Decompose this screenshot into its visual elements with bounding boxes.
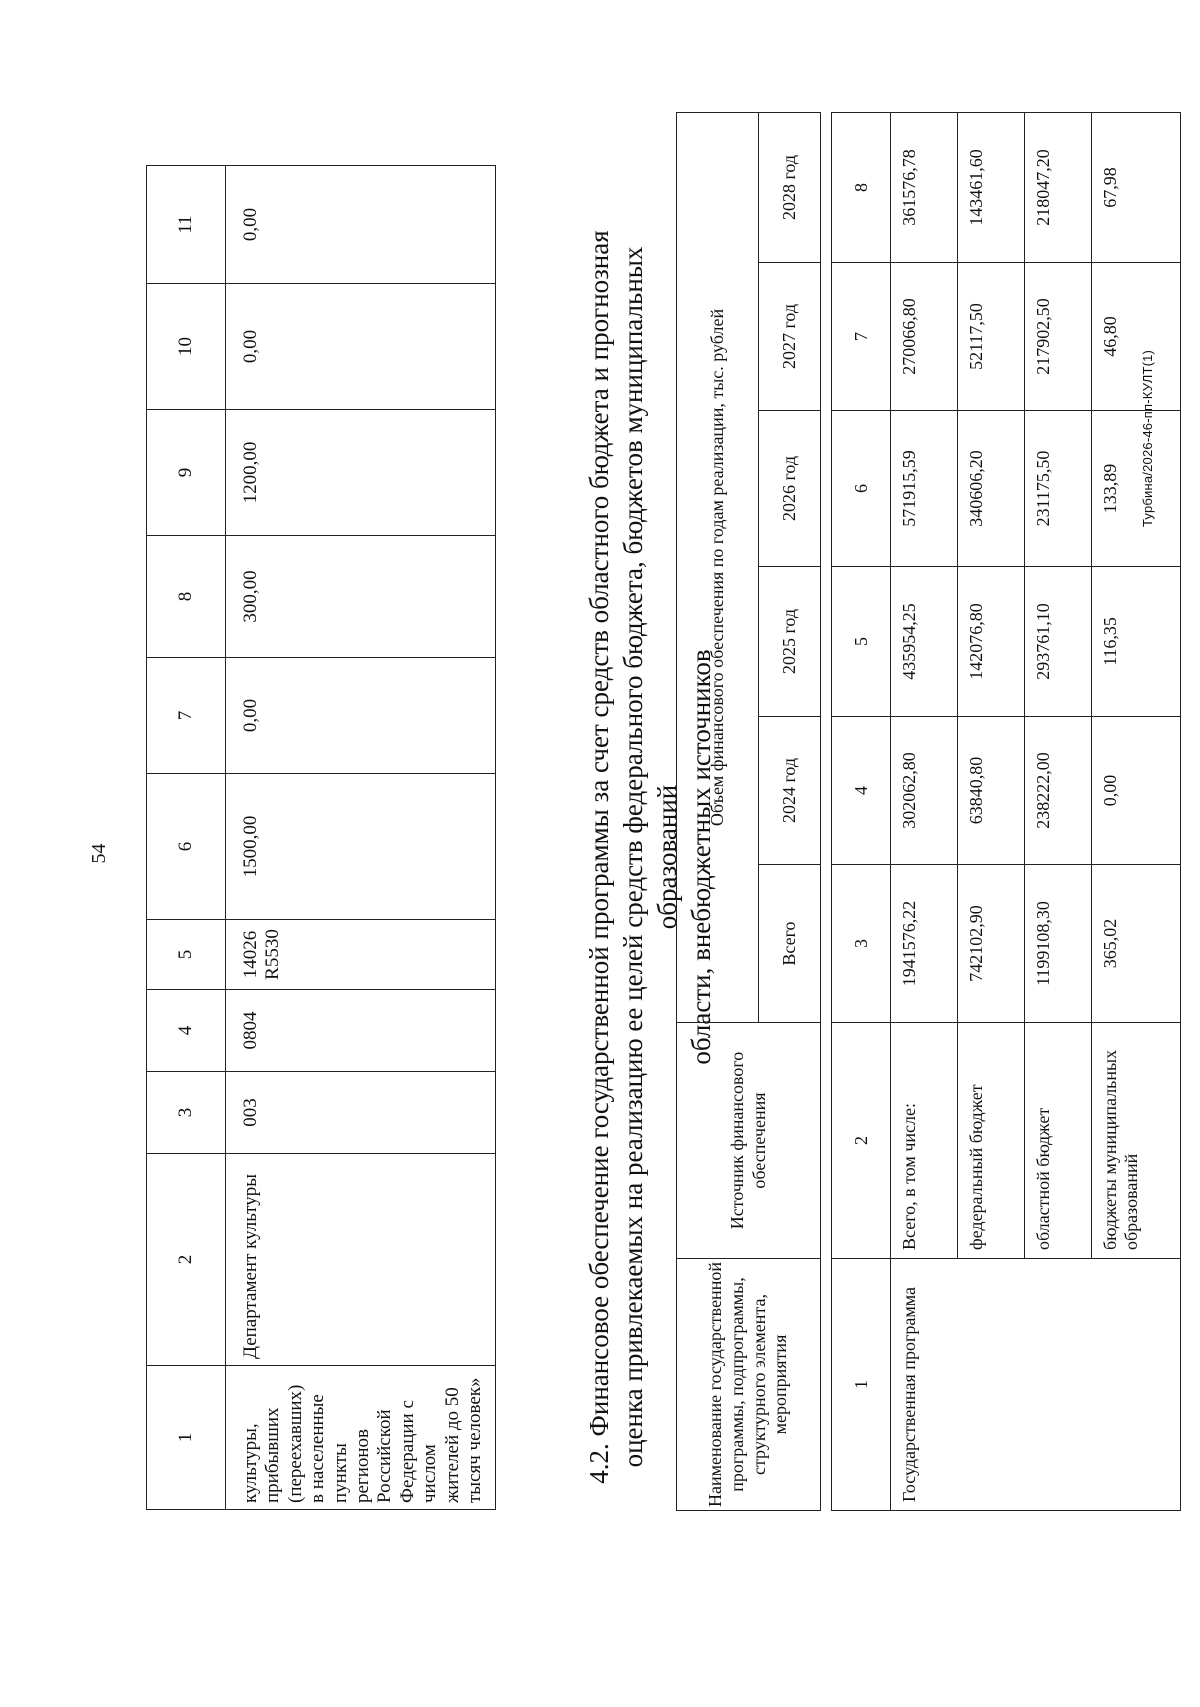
value-cell: 0,00: [226, 658, 496, 774]
value-cell: 365,02: [1092, 865, 1181, 1023]
header-year: 2026 год: [759, 411, 821, 567]
value-cell: 63840,80: [958, 717, 1025, 865]
event-description-cell: культуры, прибывших (переехавших) в населенные пункты регионов Российской Федерации с числом жителей до 50 тысяч человек»: [226, 1366, 496, 1510]
value-cell: 302062,80: [891, 717, 958, 865]
value-cell: 293761,10: [1025, 567, 1092, 717]
value-cell: 0,00: [226, 166, 496, 284]
col-number: 7: [147, 658, 226, 774]
page-number: 54: [88, 843, 110, 864]
document-footer: Турбина/2026-46-пп-КУЛТ(1): [1140, 349, 1155, 527]
source-cell: областной бюджет: [1025, 1023, 1092, 1259]
value-cell: 742102,90: [958, 865, 1025, 1023]
col-number: 2: [832, 1023, 891, 1259]
header-year: Всего: [759, 865, 821, 1023]
col-number: 7: [832, 263, 891, 411]
value-cell: 133,89: [1092, 411, 1181, 567]
col-number: 8: [147, 536, 226, 658]
code-cell: 003: [226, 1072, 496, 1154]
header-year: 2028 год: [759, 112, 821, 262]
value-cell: 116,35: [1092, 567, 1181, 717]
col-number: 9: [147, 410, 226, 536]
col-number: 4: [832, 717, 891, 865]
col-number: 4: [147, 990, 226, 1072]
table-row: [891, 112, 958, 1510]
source-cell: Всего, в том числе:: [891, 1023, 958, 1259]
source-cell: федеральный бюджет: [958, 1023, 1025, 1259]
section-title-line: оценка привлекаемых на реализацию ее целей средств федерального бюджета, бюджетов муниципальных образований: [618, 246, 682, 1468]
value-cell: 340606,20: [958, 411, 1025, 567]
col-number: 6: [147, 774, 226, 920]
col-number: 6: [832, 411, 891, 567]
col-number: 5: [832, 567, 891, 717]
continuation-table: [146, 165, 496, 1510]
code-cell: 0804: [226, 990, 496, 1072]
code-cell: 14026R5530: [226, 920, 496, 990]
value-cell: 300,00: [226, 536, 496, 658]
value-cell: 1199108,30: [1025, 865, 1092, 1023]
col-number: 8: [832, 112, 891, 262]
header-year: 2024 год: [759, 717, 821, 865]
value-cell: 361576,78: [891, 112, 958, 262]
value-cell: 571915,59: [891, 411, 958, 567]
value-cell: 52117,50: [958, 263, 1025, 411]
financing-table: [676, 112, 1181, 1511]
col-number: 5: [147, 920, 226, 990]
header-source: Источник финансового обеспечения: [677, 1023, 821, 1259]
col-number: 3: [147, 1072, 226, 1154]
col-number: 11: [147, 166, 226, 284]
header-year: 2027 год: [759, 263, 821, 411]
value-cell: 435954,25: [891, 567, 958, 717]
value-cell: 67,98: [1092, 112, 1181, 262]
header-name: Наименование государственной программы, подпрограммы, структурного элемента, мероприятия: [677, 1259, 821, 1511]
value-cell: 142076,80: [958, 567, 1025, 717]
value-cell: 0,00: [226, 284, 496, 410]
table-header-row: [677, 112, 759, 1510]
value-cell: 217902,50: [1025, 263, 1092, 411]
value-cell: 1500,00: [226, 774, 496, 920]
value-cell: 1200,00: [226, 410, 496, 536]
table-gap-row: [821, 112, 832, 1510]
col-number: 10: [147, 284, 226, 410]
col-number: 3: [832, 865, 891, 1023]
value-cell: 143461,60: [958, 112, 1025, 262]
value-cell: 270066,80: [891, 263, 958, 411]
col-number: 1: [832, 1259, 891, 1511]
value-cell: 0,00: [1092, 717, 1181, 865]
table-row: [226, 166, 496, 1510]
value-cell: 1941576,22: [891, 865, 958, 1023]
value-cell: 46,80: [1092, 263, 1181, 411]
section-title-line: 4.2. Финансовое обеспечение государственной программы за счет средств областного бюджета и прогнозная: [584, 230, 614, 1484]
program-name-cell: Государственная программа: [891, 1259, 1181, 1511]
value-cell: 238222,00: [1025, 717, 1092, 865]
col-number: 2: [147, 1154, 226, 1366]
table-header-row: [147, 166, 226, 1510]
column-number-row: [832, 112, 891, 1510]
header-year: 2025 год: [759, 567, 821, 717]
section-title-line: области, внебюджетных источников: [686, 649, 716, 1065]
executor-cell: Департамент культуры: [226, 1154, 496, 1366]
header-volume: Объем финансового обеспечения по годам реализации, тыс. рублей: [677, 112, 759, 1022]
value-cell: 218047,20: [1025, 112, 1092, 262]
col-number: 1: [147, 1366, 226, 1510]
value-cell: 231175,50: [1025, 411, 1092, 567]
source-cell: бюджеты муниципальных образований: [1092, 1023, 1181, 1259]
